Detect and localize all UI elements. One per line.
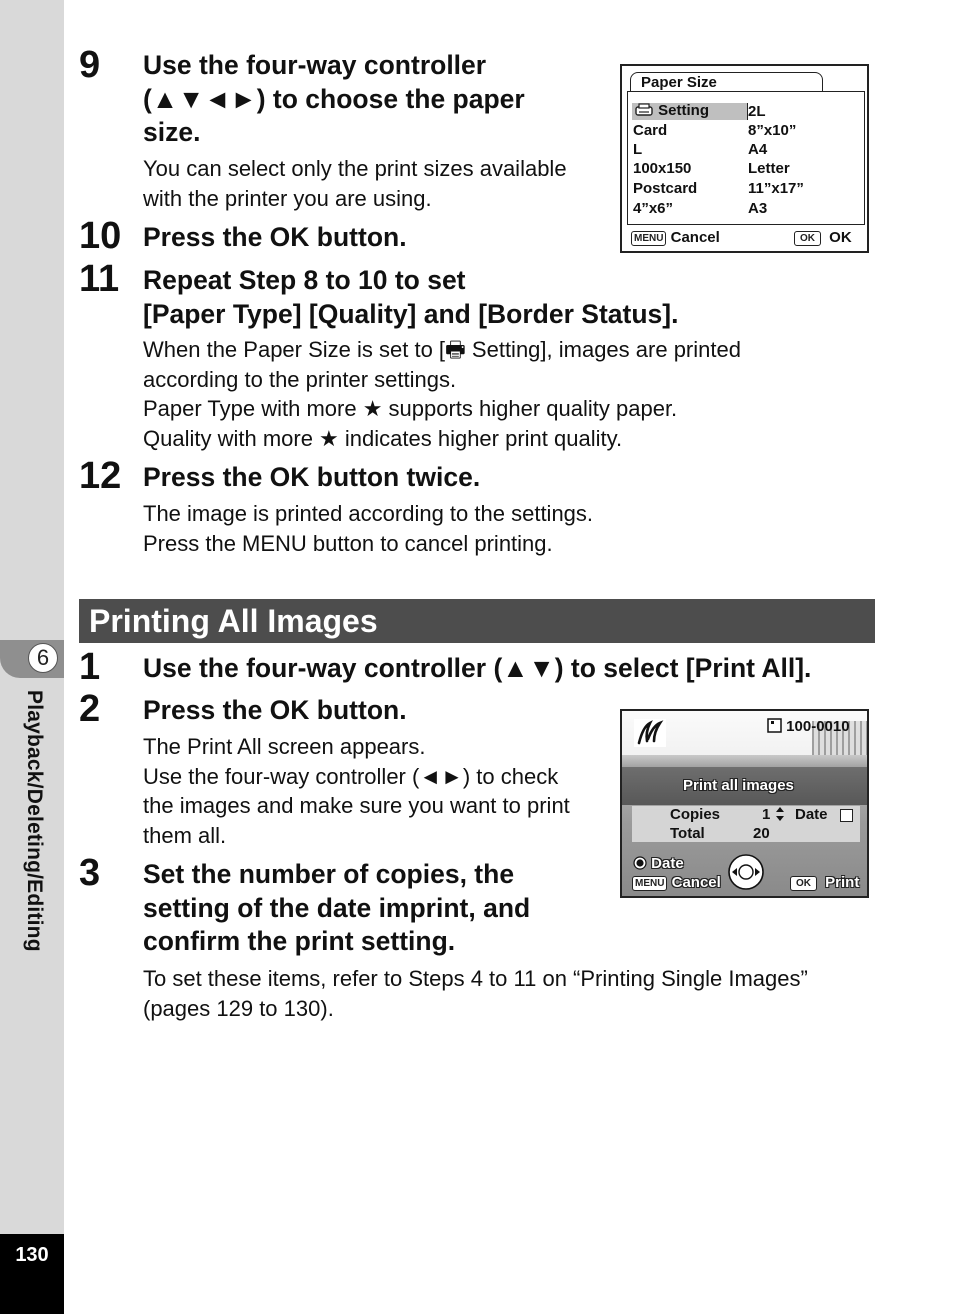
step-heading — [143, 264, 678, 331]
body-line: To set these items, refer to Steps 4 to 11 on “Printing Single Images” — [143, 966, 808, 991]
heading-line: setting of the date imprint, and — [143, 892, 531, 923]
body-line: The Print All screen appears. — [143, 734, 426, 759]
printer-icon — [634, 103, 654, 117]
body-line: Use the four-way controller (◄►) to check — [143, 763, 559, 789]
body-line: You can select only the print sizes available — [143, 156, 567, 181]
menu-key: MENU — [631, 231, 666, 246]
step-body — [143, 154, 567, 213]
body-line: them all. — [143, 822, 227, 848]
chapter-label: Playback/Deleting/Editing — [23, 690, 46, 952]
date-checkbox[interactable] — [840, 809, 853, 822]
paper-option-label: Setting — [658, 102, 710, 119]
print-control[interactable] — [790, 874, 859, 891]
heading-line: confirm the print setting. — [143, 926, 456, 956]
date-option[interactable] — [633, 855, 684, 872]
paper-size-list — [627, 91, 865, 225]
body-line: When the Paper Size is set to [🖶 Setting], images are printed — [143, 337, 741, 362]
heading-line: (▲▼◄►) to choose the paper — [143, 83, 525, 114]
ok-key: OK — [794, 231, 821, 246]
section-header — [79, 599, 875, 643]
step-body — [143, 964, 808, 1023]
body-line: Paper Type with more ★ supports higher quality paper. — [143, 396, 678, 421]
pictbridge-icon — [634, 719, 666, 751]
print-label: Print — [825, 874, 860, 891]
step-heading — [143, 461, 480, 495]
chapter-number: 6 — [28, 643, 58, 673]
paper-option-8x10[interactable]: 8”x10” — [748, 122, 797, 139]
copies-label: Copies — [670, 806, 721, 823]
heading-line: size. — [143, 117, 201, 147]
body-line: (pages 129 to 130). — [143, 995, 334, 1021]
cancel-control[interactable] — [631, 229, 720, 246]
menu-key: MENU — [632, 876, 667, 891]
paper-option-100x150[interactable]: 100x150 — [633, 160, 692, 177]
heading-line: Press the OK button. — [143, 695, 407, 725]
step-number: 9 — [79, 44, 101, 86]
step-number: 10 — [79, 215, 122, 257]
paper-size-tab-label: Paper Size — [641, 74, 717, 91]
step-number: 12 — [79, 455, 122, 497]
heading-line: Set the number of copies, the — [143, 859, 515, 889]
step-heading — [143, 221, 407, 255]
body-line: with the printer you are using. — [143, 185, 432, 211]
paper-option-setting[interactable] — [634, 102, 709, 119]
cancel-control[interactable] — [632, 874, 721, 891]
paper-option-11x17[interactable]: 11”x17” — [748, 180, 804, 197]
print-all-screen — [620, 709, 869, 898]
date-label: Date — [795, 806, 828, 823]
step-heading — [143, 652, 811, 686]
green-button-icon — [633, 856, 647, 870]
up-down-arrows-icon — [775, 806, 785, 822]
total-value: 20 — [753, 825, 770, 842]
heading-line: Press the OK button. — [143, 222, 407, 252]
step-number: 11 — [79, 258, 120, 300]
ok-key: OK — [790, 876, 817, 891]
step-heading — [143, 694, 407, 728]
print-all-title: Print all images — [683, 777, 794, 794]
step-body — [143, 732, 570, 850]
date-toggle[interactable] — [795, 806, 853, 823]
date-option-label: Date — [651, 855, 684, 872]
heading-line: Use the four-way controller (▲▼) to select [Print All]. — [143, 653, 812, 683]
body-line: The image is printed according to the settings. — [143, 501, 594, 526]
paper-option-card[interactable]: Card — [633, 122, 668, 139]
copies-value: 1 — [762, 806, 771, 823]
cancel-label: Cancel — [670, 229, 720, 246]
heading-line: Press the OK button twice. — [143, 462, 481, 492]
file-number — [767, 718, 850, 735]
step-heading — [143, 49, 525, 150]
step-number: 3 — [79, 852, 101, 894]
section-title: Printing All Images — [89, 603, 378, 639]
total-label: Total — [670, 825, 705, 842]
ok-control[interactable] — [794, 229, 852, 246]
paper-option-postcard[interactable]: Postcard — [633, 180, 698, 197]
paper-size-tab — [630, 72, 823, 92]
body-line: according to the printer settings. — [143, 366, 457, 392]
four-way-controller-icon — [727, 853, 765, 895]
ok-label: OK — [829, 229, 852, 246]
step-number: 1 — [79, 646, 101, 688]
page-number: 130 — [15, 1244, 49, 1266]
paper-option-4x6[interactable]: 4”x6” — [633, 200, 674, 217]
body-line: Quality with more ★ indicates higher print quality. — [143, 425, 623, 451]
paper-option-2l[interactable]: 2L — [748, 103, 766, 120]
file-number-text: 100-0010 — [786, 718, 850, 735]
body-line: Press the MENU button to cancel printing. — [143, 530, 553, 556]
paper-size-screen — [620, 64, 869, 253]
heading-line: Repeat Step 8 to 10 to set — [143, 265, 466, 295]
paper-option-a4[interactable]: A4 — [748, 141, 768, 158]
paper-option-a3[interactable]: A3 — [748, 200, 768, 217]
step-body — [143, 499, 593, 558]
step-heading — [143, 858, 530, 959]
paper-option-l[interactable]: L — [633, 141, 643, 158]
copies-stepper[interactable] — [762, 806, 785, 823]
cancel-label: Cancel — [671, 874, 721, 891]
protect-frame-icon — [767, 718, 782, 733]
heading-line: Use the four-way controller — [143, 50, 487, 80]
body-line: the images and make sure you want to print — [143, 793, 570, 818]
step-body — [143, 335, 741, 453]
heading-line: [Paper Type] [Quality] and [Border Status]. — [143, 298, 679, 329]
sidebar — [0, 0, 64, 1234]
paper-option-letter[interactable]: Letter — [748, 160, 790, 177]
step-number: 2 — [79, 688, 101, 730]
